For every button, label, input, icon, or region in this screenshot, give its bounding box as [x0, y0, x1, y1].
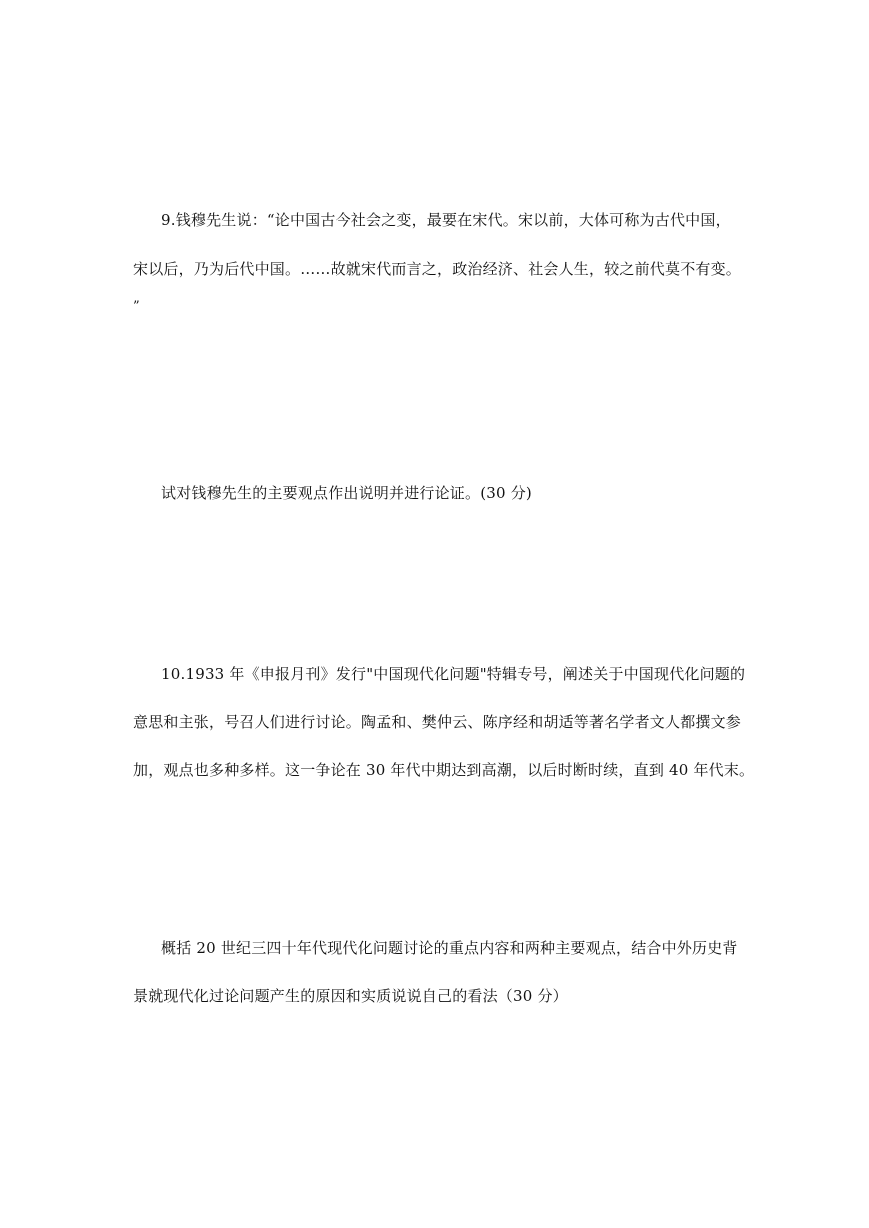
- q10-line-3: 加，观点也多种多样。这一争论在 30 年代中期达到高潮，以后时断时续，直到 40 年代末。: [133, 761, 755, 779]
- q10-line-1: 10.1933 年《申报月刊》发行"中国现代化问题"特辑专号，阐述关于中国现代化问题的: [161, 665, 746, 683]
- q10-prompt-line-2: 景就现代化过论问题产生的原因和实质说说自己的看法（30 分）: [133, 987, 568, 1005]
- q10-line-2: 意思和主张，号召人们进行讨论。陶孟和、樊仲云、陈序经和胡适等著名学者文人都撰文参: [133, 713, 742, 731]
- q9-closing-quote: ”: [133, 299, 140, 314]
- q9-line-1: 9.钱穆先生说：“论中国古今社会之变，最要在宋代。宋以前，大体可称为古代中国，: [161, 211, 731, 229]
- q9-prompt: 试对钱穆先生的主要观点作出说明并进行论证。(30 分): [161, 484, 532, 502]
- q10-prompt-line-1: 概括 20 世纪三四十年代现代化问题讨论的重点内容和两种主要观点，结合中外历史背: [161, 939, 738, 957]
- q9-line-2: 宋以后，乃为后代中国。……故就宋代而言之，政治经济、社会人生，较之前代莫不有变。: [133, 260, 742, 278]
